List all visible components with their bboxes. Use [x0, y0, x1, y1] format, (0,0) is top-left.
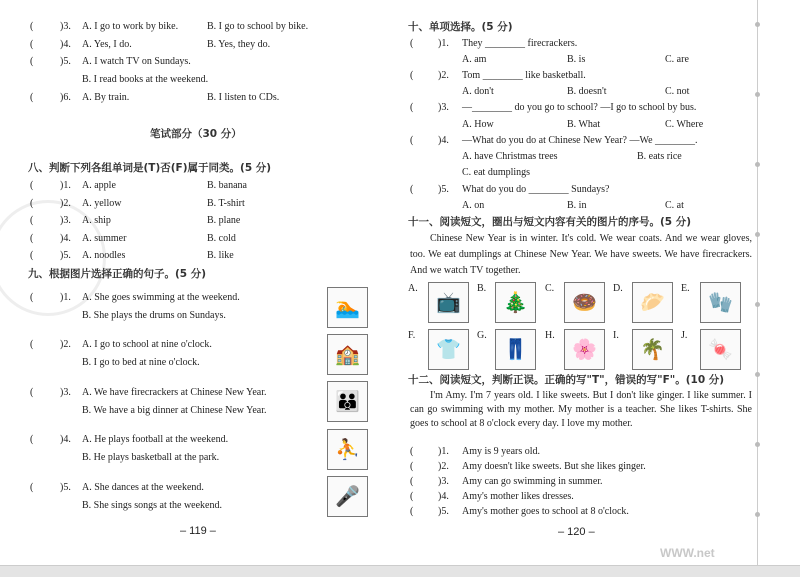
- pic-label: E.: [681, 283, 690, 294]
- answer-blank[interactable]: [410, 446, 413, 458]
- option-b: B. like: [207, 250, 234, 261]
- pic-label: B.: [477, 283, 487, 294]
- answer-blank[interactable]: [30, 180, 33, 192]
- binding-hole: [755, 162, 760, 167]
- q-num: ) 4.: [60, 39, 71, 51]
- picture-beach-icon[interactable]: 🌴: [632, 329, 673, 370]
- option-a: A. She goes swimming at the weekend.: [82, 292, 240, 303]
- picture-shorts-icon[interactable]: 👖: [495, 329, 536, 370]
- option-b: B. plane: [207, 215, 241, 226]
- answer-blank[interactable]: [30, 292, 33, 304]
- option-a: A. have Christmas trees: [462, 151, 558, 162]
- answer-blank[interactable]: [30, 198, 33, 210]
- option-c: C. Where: [665, 119, 704, 130]
- option-a: A. How: [462, 119, 494, 130]
- picture-tv-icon[interactable]: 📺: [428, 282, 469, 323]
- option-a: A. By train.: [82, 92, 130, 103]
- option-c: C. at: [665, 200, 684, 211]
- picture-flowers-icon[interactable]: 🌸: [564, 329, 605, 370]
- q-num: ) 3.: [438, 102, 449, 114]
- q-num: ) 1.: [60, 180, 71, 192]
- binding-hole: [755, 92, 760, 97]
- option-a: A. I go to work by bike.: [82, 21, 179, 32]
- option-b: B. in: [567, 200, 587, 211]
- option-a: A. Yes, I do.: [82, 39, 132, 50]
- option-b: B. He plays basketball at the park.: [82, 452, 220, 463]
- q-num: ) 1.: [438, 38, 449, 50]
- page-number: – 120 –: [558, 526, 595, 538]
- picture-school-icon: 🏫: [327, 334, 368, 375]
- section-11-title: 十一、阅读短文，圈出与短文内容有关的图片的序号。(5 分): [408, 216, 692, 228]
- option-c: C. not: [665, 86, 690, 97]
- binding-hole: [755, 232, 760, 237]
- picture-christmas-tree-icon[interactable]: 🎄: [495, 282, 536, 323]
- pic-label: G.: [477, 330, 487, 341]
- picture-candy-icon[interactable]: 🍬: [700, 329, 741, 370]
- answer-blank[interactable]: [410, 38, 413, 50]
- question-stem: They ________ firecrackers.: [462, 38, 578, 49]
- answer-blank[interactable]: [410, 70, 413, 82]
- answer-blank[interactable]: [410, 135, 413, 147]
- q-num: ) 2.: [60, 339, 71, 351]
- section-10-title: 十、单项选择。(5 分): [408, 21, 513, 33]
- picture-gloves-icon[interactable]: 🧤: [700, 282, 741, 323]
- option-b: B. Yes, they do.: [207, 39, 271, 50]
- option-b: B. I go to school by bike.: [207, 21, 309, 32]
- q-num: ) 1.: [438, 446, 449, 458]
- answer-blank[interactable]: [410, 461, 413, 473]
- picture-tshirt-icon[interactable]: 👕: [428, 329, 469, 370]
- option-a: A. ship: [82, 215, 111, 226]
- question-stem: Tom ________ like basketball.: [462, 70, 586, 81]
- option-b: B. She plays the drums on Sundays.: [82, 310, 226, 321]
- q-num: ) 4.: [60, 233, 71, 245]
- answer-blank[interactable]: [410, 476, 413, 488]
- picture-sweet-icon[interactable]: 🍩: [564, 282, 605, 323]
- statement: Amy is 9 years old.: [462, 446, 541, 457]
- binding-hole: [755, 372, 760, 377]
- option-a: A. noodles: [82, 250, 126, 261]
- picture-swimming-icon: 🏊: [327, 287, 368, 328]
- statement: Amy's mother likes dresses.: [462, 491, 574, 502]
- q-num: ) 1.: [60, 292, 71, 304]
- question-stem: —________ do you go to school? —I go to school by bus.: [462, 102, 697, 113]
- pic-label: F.: [408, 330, 416, 341]
- reading-passage-2: I'm Amy. I'm 7 years old. I like sweets. But I don't like ginger. I like summer. I can go swimming with my mother. My mother is a teacher. She likes T-shirts. She goes to school at 8 o'clock every day. I love my mother.: [410, 390, 752, 429]
- site-watermark: WWW.net: [660, 546, 715, 560]
- q-num: ) 4.: [438, 135, 449, 147]
- answer-blank[interactable]: [30, 387, 33, 399]
- answer-blank[interactable]: [30, 215, 33, 227]
- picture-dumplings-icon[interactable]: 🥟: [632, 282, 673, 323]
- q-num: ) 4.: [438, 491, 449, 503]
- option-c: C. are: [665, 54, 689, 65]
- pic-label: I.: [613, 330, 619, 341]
- picture-dinner-icon: 👪: [327, 381, 368, 422]
- option-a: A. don't: [462, 86, 494, 97]
- option-b: B. T-shirt: [207, 198, 245, 209]
- option-b: B. cold: [207, 233, 236, 244]
- answer-blank[interactable]: [410, 506, 413, 518]
- reading-passage: Chinese New Year is in winter. It's cold. We wear coats. And we wear gloves, too. We eat dumplings at Chinese New Year. We have sweets. We have firecrackers. And we watch TV together.: [410, 233, 752, 276]
- option-b: B. eats rice: [637, 151, 682, 162]
- statement: Amy doesn't like sweets. But she likes ginger.: [462, 461, 646, 472]
- binding-hole: [755, 442, 760, 447]
- q-num: ) 5.: [438, 506, 449, 518]
- viewer-bottom-bar: [0, 565, 800, 577]
- option-a: A. I watch TV on Sundays.: [82, 56, 191, 67]
- answer-blank[interactable]: [410, 491, 413, 503]
- pic-label: D.: [613, 283, 623, 294]
- answer-blank[interactable]: [30, 339, 33, 351]
- section-9-title: 九、根据图片选择正确的句子。(5 分): [28, 268, 207, 280]
- q-num: ) 2.: [438, 461, 449, 473]
- answer-blank[interactable]: [30, 250, 33, 262]
- option-a: A. am: [462, 54, 487, 65]
- q-num: ) 3.: [60, 215, 71, 227]
- option-a: A. summer: [82, 233, 127, 244]
- answer-blank[interactable]: [410, 102, 413, 114]
- option-a: A. She dances at the weekend.: [82, 482, 204, 493]
- option-a: A. apple: [82, 180, 116, 191]
- option-b: B. I listen to CDs.: [207, 92, 280, 103]
- option-c: C. eat dumplings: [462, 167, 531, 178]
- q-num: ) 4.: [60, 434, 71, 446]
- q-num: ) 5.: [60, 56, 71, 68]
- option-b: B. banana: [207, 180, 247, 191]
- answer-blank[interactable]: [30, 482, 33, 494]
- answer-blank[interactable]: [30, 434, 33, 446]
- option-b: B. What: [567, 119, 601, 130]
- picture-basketball-icon: ⛹: [327, 429, 368, 470]
- answer-blank[interactable]: [410, 184, 413, 196]
- option-a: A. We have firecrackers at Chinese New Year.: [82, 387, 267, 398]
- section-12-title: 十二、阅读短文，判断正误。正确的写"T"，错误的写"F"。(10 分): [408, 374, 725, 386]
- option-a: A. I go to school at nine o'clock.: [82, 339, 212, 350]
- q-num: ) 3.: [60, 387, 71, 399]
- pic-label: C.: [545, 283, 555, 294]
- written-part-title: 笔试部分（30 分）: [150, 128, 242, 140]
- binding-hole: [755, 302, 760, 307]
- option-a: A. on: [462, 200, 485, 211]
- picture-singing-icon: 🎤: [327, 476, 368, 517]
- option-b: B. I read books at the weekend.: [82, 74, 209, 85]
- section-8-title: 八、判断下列各组单词是(T)否(F)属于同类。(5 分): [28, 162, 272, 174]
- option-b: B. doesn't: [567, 86, 607, 97]
- pic-label: A.: [408, 283, 418, 294]
- q-num: ) 6.: [60, 92, 71, 104]
- q-num: ) 2.: [438, 70, 449, 82]
- q-num: ) 3.: [438, 476, 449, 488]
- q-num: ) 5.: [60, 250, 71, 262]
- option-a: A. yellow: [82, 198, 122, 209]
- answer-blank[interactable]: [30, 233, 33, 245]
- binding-hole: [755, 512, 760, 517]
- option-a: A. He plays football at the weekend.: [82, 434, 229, 445]
- q-num: ) 3.: [60, 21, 71, 33]
- binding-hole: [755, 22, 760, 27]
- pic-label: J.: [681, 330, 688, 341]
- option-b: B. She sings songs at the weekend.: [82, 500, 222, 511]
- q-num: ) 2.: [60, 198, 71, 210]
- question-stem: —What do you do at Chinese New Year? —We ________.: [462, 135, 698, 146]
- q-num: ) 5.: [60, 482, 71, 494]
- option-b: B. is: [567, 54, 586, 65]
- binding-line: [757, 0, 758, 565]
- page-number: – 119 –: [180, 525, 216, 537]
- answer-blank[interactable]: [30, 56, 33, 68]
- answer-blank[interactable]: [30, 92, 33, 104]
- pic-label: H.: [545, 330, 555, 341]
- question-stem: What do you do ________ Sundays?: [462, 184, 610, 195]
- statement: Amy can go swimming in summer.: [462, 476, 603, 487]
- statement: Amy's mother goes to school at 8 o'clock.: [462, 506, 629, 517]
- q-num: ) 5.: [438, 184, 449, 196]
- answer-blank[interactable]: [30, 39, 33, 51]
- option-b: B. I go to bed at nine o'clock.: [82, 357, 200, 368]
- answer-blank[interactable]: [30, 21, 33, 33]
- option-b: B. We have a big dinner at Chinese New Year.: [82, 405, 267, 416]
